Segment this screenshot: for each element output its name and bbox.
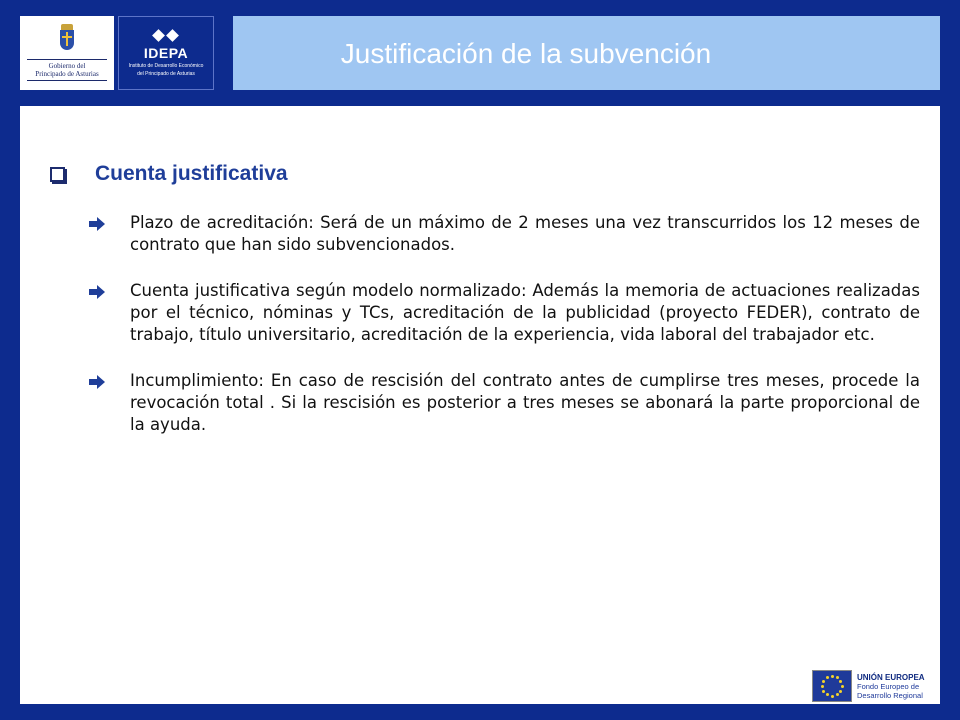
bullet-text: Cuenta justificativa según modelo normalizado: Además la memoria de actuaciones realizadas por el técnico, nóminas y TCs, acreditación de la publicidad (proyecto FEDER), contrato de trabajo, título universitario, acreditación de la experiencia, vida laboral del trabajador etc. (130, 281, 920, 344)
eu-star (831, 675, 834, 678)
eu-star (839, 690, 842, 693)
idepa-subtitle-2: del Principado de Asturias (137, 71, 195, 77)
idepa-subtitle-1: Instituto de Desarrollo Económico (128, 63, 204, 69)
arrow-right-icon (88, 373, 106, 391)
gobierno-logo-line2: Principado de Asturias (35, 69, 99, 78)
gobierno-logo-line1: Gobierno del (48, 61, 86, 70)
title-bar (233, 16, 940, 90)
arrow-right-icon (88, 283, 106, 301)
eu-star (836, 676, 839, 679)
bullet-list (88, 212, 922, 460)
bullet-text: Incumplimiento: En caso de rescisión del contrato antes de cumplirse tres meses, procede la revocación total . Si la rescisión es posterior a tres meses se abonará la parte proporcional de la ayuda. (130, 371, 920, 434)
eu-star (822, 680, 825, 683)
idepa-name: IDEPA (143, 45, 189, 61)
eu-logo-line2: Fondo Europeo de (857, 681, 920, 691)
section-heading (50, 162, 288, 186)
content-panel (20, 106, 940, 704)
idepa-emblem-icon (151, 29, 181, 43)
eu-star (836, 693, 839, 696)
section-title: Cuenta justificativa (95, 162, 288, 185)
checkbox-bullet-icon (50, 167, 65, 182)
gobierno-asturias-logo (20, 16, 114, 90)
eu-star (826, 693, 829, 696)
eu-logo-line1: UNIÓN EUROPEA (857, 672, 925, 682)
list-item (88, 212, 922, 256)
eu-star (822, 690, 825, 693)
eu-feder-logo (812, 668, 940, 704)
eu-star (821, 685, 824, 688)
arrow-right-icon (88, 215, 106, 233)
eu-flag-icon (812, 670, 852, 702)
list-item (88, 280, 922, 346)
eu-star (839, 680, 842, 683)
asturias-crest-icon (58, 24, 76, 52)
list-item (88, 370, 922, 436)
eu-star (826, 676, 829, 679)
eu-star (831, 695, 834, 698)
bullet-text: Plazo de acreditación: Será de un máximo de 2 meses una vez transcurridos los 12 meses de contrato que han sido subvencionados. (130, 213, 920, 254)
idepa-logo (118, 16, 214, 90)
page-title: Justificación de la subvención (340, 38, 712, 69)
eu-logo-line3: Desarrollo Regional (857, 690, 923, 700)
eu-star (841, 685, 844, 688)
